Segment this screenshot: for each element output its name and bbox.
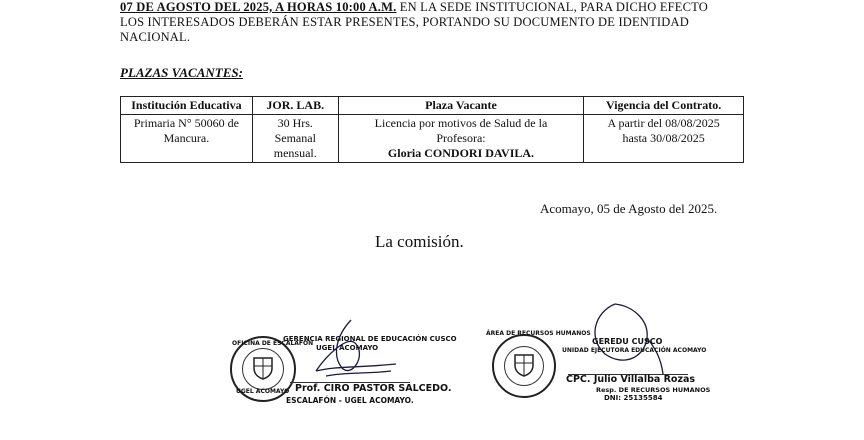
- vacancies-table: [120, 96, 744, 163]
- cell-vigencia: [584, 115, 744, 163]
- rrhh-seal: [492, 334, 556, 398]
- plaza-teacher: Gloria CONDORI DAVILA.: [387, 146, 535, 160]
- intro-line-1: [120, 0, 748, 15]
- plaza-line-2: Profesora:: [436, 131, 486, 145]
- signature-scribble: [296, 316, 406, 386]
- jornada-line-1: 30 Hrs. Semanal: [274, 116, 316, 145]
- cell-plaza: [338, 115, 584, 163]
- plaza-line-1: Licencia por motivos de Salud de la: [374, 116, 548, 130]
- signer-dni: DNI: 25135584: [604, 394, 663, 402]
- cell-institution: [121, 115, 253, 163]
- header-jornada: JOR. LAB.: [252, 97, 338, 115]
- seal-bottom-text: UGEL ACOMAYO: [236, 388, 290, 395]
- stamp-line-2: UGEL ACOMAYO: [316, 344, 379, 352]
- coat-of-arms-icon: [252, 356, 274, 380]
- vigencia-line-1: A partir del 08/08/2025: [607, 116, 720, 130]
- interview-date: 07 DE AGOSTO DEL 2025, A HORAS 10:00 A.M.: [120, 0, 397, 14]
- cell-jornada: [252, 115, 338, 163]
- signer-role: ESCALAFÓN - UGEL ACOMAYO.: [286, 396, 414, 405]
- table-header-row: [121, 97, 744, 115]
- intro-line-3: NACIONAL.: [120, 30, 191, 44]
- jornada-line-2: mensual.: [273, 146, 317, 160]
- signer-name: Prof. CIRO PASTOR SALCEDO.: [295, 383, 452, 394]
- header-institution: Institución Educativa: [121, 97, 253, 115]
- signer-name: CPC. Julio Villalba Rozas: [566, 374, 696, 385]
- header-plaza: Plaza Vacante: [338, 97, 584, 115]
- institution-line-2: Mancura.: [163, 131, 210, 145]
- intro-line-1-rest: EN LA SEDE INSTITUCIONAL, PARA DICHO EFECTO: [396, 0, 709, 14]
- place-date: Acomayo, 05 de Agosto del 2025.: [540, 201, 718, 216]
- intro-line-2: LOS INTERESADOS DEBERÁN ESTAR PRESENTES, PORTANDO SU DOCUMENTO DE IDENTIDAD: [120, 15, 689, 29]
- coat-of-arms-icon: [513, 353, 535, 377]
- institution-line-1: Primaria N° 50060 de: [133, 116, 239, 130]
- seal-top-text: ÁREA DE RECURSOS HUMANOS: [486, 330, 591, 337]
- table-row: [121, 115, 744, 163]
- stamp-line-1: GERENCIA REGIONAL DE EDUCACIÓN CUSCO: [283, 335, 457, 343]
- stamp-line-2: UNIDAD EJECUTORA EDUCACIÓN ACOMAYO: [562, 347, 707, 354]
- signer-role: Resp. DE RECURSOS HUMANOS: [596, 386, 711, 394]
- vigencia-line-2: hasta 30/08/2025: [622, 131, 705, 145]
- intro-paragraph: [120, 0, 748, 45]
- section-title: PLAZAS VACANTES:: [120, 65, 243, 80]
- comision-label: La comisión.: [375, 232, 464, 251]
- header-vigencia: Vigencia del Contrato.: [584, 97, 744, 115]
- stamp-line-1: GEREDU CUSCO: [592, 337, 663, 346]
- seal-top-text: OFICINA DE ESCALAFÓN: [232, 340, 314, 347]
